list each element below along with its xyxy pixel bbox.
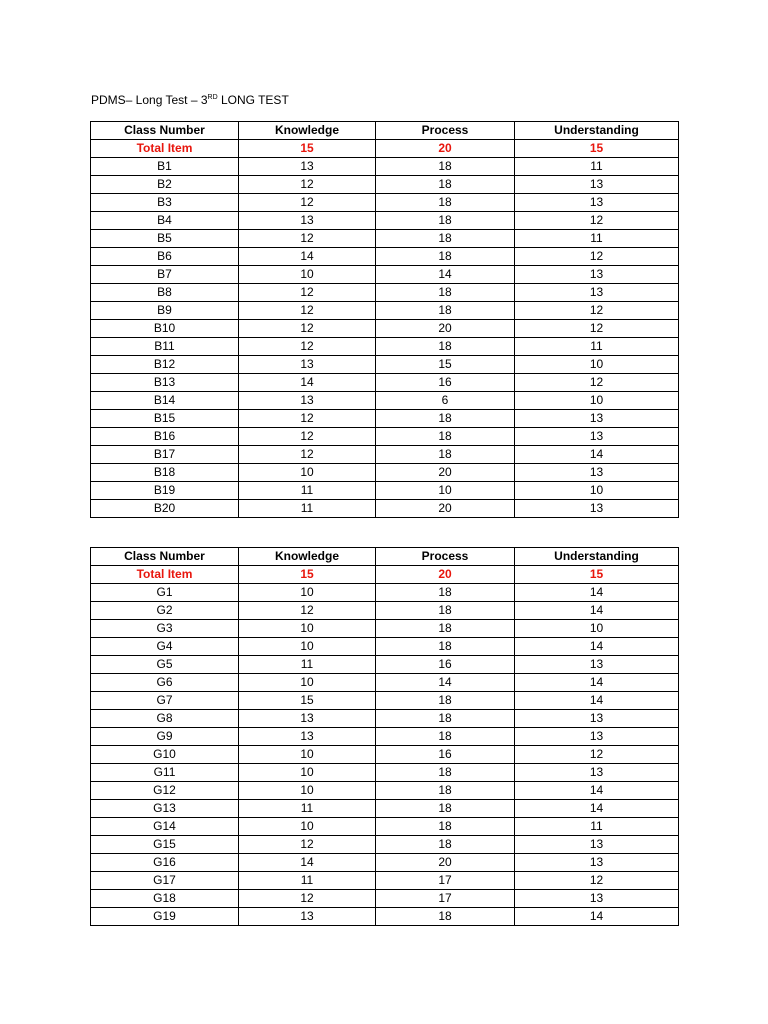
table-cell: 18: [376, 638, 515, 656]
table-cell: G15: [91, 836, 239, 854]
column-header: Understanding: [515, 548, 679, 566]
table-cell: 17: [376, 872, 515, 890]
column-header: Process: [376, 548, 515, 566]
table-cell: 18: [376, 818, 515, 836]
table-cell: 18: [376, 620, 515, 638]
table-cell: 11: [239, 800, 376, 818]
boys-score-table: [90, 121, 679, 518]
table-cell: 13: [515, 194, 679, 212]
table-cell: 20: [376, 500, 515, 518]
table-row: [91, 266, 679, 284]
table-cell: 12: [239, 602, 376, 620]
header-row: [91, 548, 679, 566]
table-cell: 10: [376, 482, 515, 500]
table-cell: B7: [91, 266, 239, 284]
table-row: [91, 728, 679, 746]
table-cell: 10: [515, 482, 679, 500]
table-row: [91, 692, 679, 710]
table-row: [91, 446, 679, 464]
table-cell: 20: [376, 140, 515, 158]
table-cell: 12: [239, 890, 376, 908]
table-cell: 20: [376, 464, 515, 482]
table-cell: 11: [239, 482, 376, 500]
table-row: [91, 158, 679, 176]
header-row: [91, 122, 679, 140]
table-row: [91, 302, 679, 320]
table-cell: G17: [91, 872, 239, 890]
table-cell: 13: [515, 266, 679, 284]
table-row: [91, 212, 679, 230]
table-cell: G6: [91, 674, 239, 692]
table-cell: G13: [91, 800, 239, 818]
table-cell: 13: [239, 212, 376, 230]
table-cell: 14: [239, 854, 376, 872]
table-cell: 14: [515, 692, 679, 710]
table-cell: 14: [515, 602, 679, 620]
table-cell: 11: [515, 338, 679, 356]
table-cell: 13: [239, 728, 376, 746]
table-cell: 18: [376, 338, 515, 356]
table-cell: 18: [376, 410, 515, 428]
table-cell: Total Item: [91, 140, 239, 158]
table-cell: 6: [376, 392, 515, 410]
table-cell: 12: [239, 446, 376, 464]
table-cell: 13: [239, 908, 376, 926]
table-cell: B17: [91, 446, 239, 464]
table-cell: 10: [239, 464, 376, 482]
table-cell: 15: [376, 356, 515, 374]
table-cell: 14: [239, 374, 376, 392]
table-cell: 10: [239, 782, 376, 800]
table-cell: 12: [239, 230, 376, 248]
table-cell: 13: [515, 728, 679, 746]
table-cell: B19: [91, 482, 239, 500]
table-cell: 14: [515, 800, 679, 818]
table-cell: 10: [239, 620, 376, 638]
table-cell: 11: [515, 158, 679, 176]
table-cell: 18: [376, 194, 515, 212]
table-row: [91, 500, 679, 518]
table-cell: G7: [91, 692, 239, 710]
table-row: [91, 746, 679, 764]
table-cell: G4: [91, 638, 239, 656]
table-cell: G14: [91, 818, 239, 836]
table-cell: 15: [515, 140, 679, 158]
table-cell: 12: [239, 320, 376, 338]
table-cell: 20: [376, 566, 515, 584]
table-cell: 18: [376, 284, 515, 302]
table-cell: B3: [91, 194, 239, 212]
table-cell: 11: [239, 656, 376, 674]
table-cell: 12: [515, 248, 679, 266]
table-row: [91, 890, 679, 908]
table-cell: B2: [91, 176, 239, 194]
table-row: [91, 428, 679, 446]
table-row: [91, 620, 679, 638]
title-prefix: PDMS– Long Test – 3: [91, 93, 208, 107]
page-title: [91, 92, 289, 108]
table-cell: 13: [515, 284, 679, 302]
table-cell: 13: [515, 890, 679, 908]
table-cell: 18: [376, 692, 515, 710]
table-cell: G1: [91, 584, 239, 602]
table-cell: 14: [376, 266, 515, 284]
table-cell: 13: [515, 500, 679, 518]
table-row: [91, 872, 679, 890]
table-cell: 12: [239, 428, 376, 446]
table-cell: 13: [239, 158, 376, 176]
table-cell: 14: [515, 638, 679, 656]
table-cell: 12: [515, 320, 679, 338]
table-row: [91, 338, 679, 356]
column-header: Understanding: [515, 122, 679, 140]
table-row: [91, 584, 679, 602]
table-cell: B20: [91, 500, 239, 518]
table-cell: 12: [515, 374, 679, 392]
table-cell: 13: [515, 710, 679, 728]
table-cell: 10: [239, 746, 376, 764]
table-row: [91, 194, 679, 212]
table-cell: 15: [515, 566, 679, 584]
table-cell: G12: [91, 782, 239, 800]
table-cell: 15: [239, 140, 376, 158]
table-cell: 12: [239, 284, 376, 302]
table-row: [91, 710, 679, 728]
column-header: Process: [376, 122, 515, 140]
table-cell: 10: [239, 584, 376, 602]
table-cell: 13: [515, 764, 679, 782]
table-cell: B6: [91, 248, 239, 266]
table-cell: B18: [91, 464, 239, 482]
table-cell: 10: [239, 818, 376, 836]
table-row: [91, 764, 679, 782]
table-cell: 16: [376, 656, 515, 674]
table-cell: 13: [515, 428, 679, 446]
table-cell: 18: [376, 446, 515, 464]
table-cell: 18: [376, 302, 515, 320]
table-cell: B8: [91, 284, 239, 302]
column-header: Knowledge: [239, 122, 376, 140]
table-cell: G5: [91, 656, 239, 674]
table-row: [91, 782, 679, 800]
table-cell: B5: [91, 230, 239, 248]
table-cell: G16: [91, 854, 239, 872]
column-header: Class Number: [91, 122, 239, 140]
table-cell: B9: [91, 302, 239, 320]
table-cell: 14: [515, 446, 679, 464]
table-row: [91, 176, 679, 194]
table-row: [91, 800, 679, 818]
table-cell: G18: [91, 890, 239, 908]
table-cell: 13: [239, 356, 376, 374]
table-cell: 18: [376, 602, 515, 620]
table-row: [91, 818, 679, 836]
table-cell: 10: [239, 764, 376, 782]
table-cell: 13: [515, 656, 679, 674]
table-cell: 14: [515, 782, 679, 800]
table-cell: 12: [239, 338, 376, 356]
table-cell: 18: [376, 176, 515, 194]
table-cell: 13: [515, 836, 679, 854]
table-cell: B1: [91, 158, 239, 176]
table-cell: 18: [376, 212, 515, 230]
table-cell: B14: [91, 392, 239, 410]
column-header: Knowledge: [239, 548, 376, 566]
table-cell: 13: [515, 464, 679, 482]
table-cell: 18: [376, 248, 515, 266]
table-row: [91, 836, 679, 854]
table-cell: 12: [515, 302, 679, 320]
table-cell: 18: [376, 800, 515, 818]
total-item-row: [91, 140, 679, 158]
table-cell: 18: [376, 428, 515, 446]
table-row: [91, 410, 679, 428]
table-cell: G8: [91, 710, 239, 728]
table-cell: 14: [515, 584, 679, 602]
table-cell: 12: [239, 194, 376, 212]
table-cell: B10: [91, 320, 239, 338]
girls-score-table: [90, 547, 679, 926]
table-cell: 11: [239, 872, 376, 890]
table-row: [91, 908, 679, 926]
table-cell: 15: [239, 566, 376, 584]
table-row: [91, 482, 679, 500]
table-row: [91, 230, 679, 248]
table-cell: G2: [91, 602, 239, 620]
table-row: [91, 464, 679, 482]
table-cell: G19: [91, 908, 239, 926]
title-superscript: RD: [207, 94, 218, 101]
column-header: Class Number: [91, 548, 239, 566]
table-cell: 18: [376, 764, 515, 782]
table-cell: G10: [91, 746, 239, 764]
table-row: [91, 284, 679, 302]
table-cell: 14: [515, 908, 679, 926]
table-cell: 10: [515, 620, 679, 638]
table-cell: 12: [239, 176, 376, 194]
table-cell: 13: [239, 710, 376, 728]
table-cell: 15: [239, 692, 376, 710]
table-cell: 18: [376, 908, 515, 926]
table-cell: 14: [376, 674, 515, 692]
table-cell: 12: [239, 302, 376, 320]
table-cell: 18: [376, 710, 515, 728]
table-cell: 18: [376, 158, 515, 176]
table-cell: 16: [376, 374, 515, 392]
table-cell: 11: [515, 230, 679, 248]
table-cell: G3: [91, 620, 239, 638]
table-cell: 18: [376, 230, 515, 248]
table-cell: B4: [91, 212, 239, 230]
table-cell: 10: [239, 638, 376, 656]
table-cell: 13: [515, 410, 679, 428]
table-cell: 10: [239, 674, 376, 692]
table-row: [91, 320, 679, 338]
table-cell: 18: [376, 836, 515, 854]
table-row: [91, 638, 679, 656]
table-cell: 12: [515, 212, 679, 230]
table-cell: 18: [376, 584, 515, 602]
table-cell: 13: [515, 176, 679, 194]
table-cell: 11: [239, 500, 376, 518]
table-cell: B13: [91, 374, 239, 392]
table-cell: B15: [91, 410, 239, 428]
table-row: [91, 392, 679, 410]
table-row: [91, 248, 679, 266]
table-cell: B11: [91, 338, 239, 356]
table-cell: 20: [376, 854, 515, 872]
table-cell: B12: [91, 356, 239, 374]
table-cell: 20: [376, 320, 515, 338]
table-row: [91, 674, 679, 692]
table-cell: 16: [376, 746, 515, 764]
title-suffix: LONG TEST: [217, 93, 289, 107]
table-row: [91, 854, 679, 872]
table-cell: 12: [239, 410, 376, 428]
table-cell: G11: [91, 764, 239, 782]
table-cell: 11: [515, 818, 679, 836]
table-row: [91, 374, 679, 392]
table-row: [91, 656, 679, 674]
table-cell: 18: [376, 728, 515, 746]
table-cell: G9: [91, 728, 239, 746]
table-cell: 12: [515, 746, 679, 764]
table-cell: 12: [239, 836, 376, 854]
table-cell: 10: [239, 266, 376, 284]
table-row: [91, 356, 679, 374]
table-cell: 17: [376, 890, 515, 908]
table-cell: 12: [515, 872, 679, 890]
table-cell: 14: [239, 248, 376, 266]
table-cell: 13: [239, 392, 376, 410]
table-cell: 10: [515, 356, 679, 374]
table-cell: 18: [376, 782, 515, 800]
table-cell: Total Item: [91, 566, 239, 584]
table-row: [91, 602, 679, 620]
table-cell: 13: [515, 854, 679, 872]
table-cell: 10: [515, 392, 679, 410]
total-item-row: [91, 566, 679, 584]
table-cell: B16: [91, 428, 239, 446]
table-cell: 14: [515, 674, 679, 692]
